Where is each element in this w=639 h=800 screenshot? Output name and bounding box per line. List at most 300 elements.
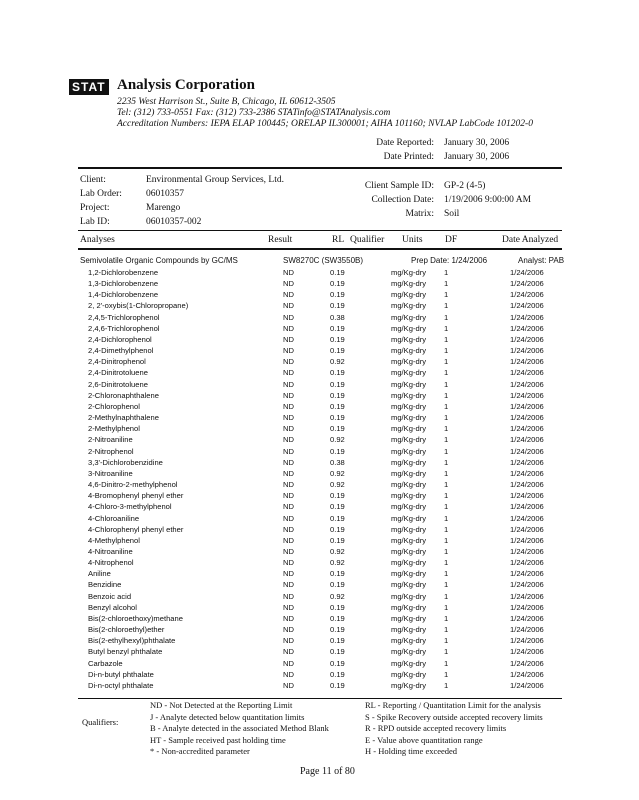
divider: [78, 230, 562, 231]
units: mg/Kg-dry: [391, 290, 427, 300]
qualifier-definition: E - Value above quantitation range: [365, 734, 483, 745]
units: mg/Kg-dry: [391, 457, 427, 467]
dilution-factor: 1: [444, 658, 449, 668]
col-df: DF: [445, 235, 458, 245]
units: mg/Kg-dry: [391, 468, 427, 478]
result: ND: [283, 390, 294, 400]
reporting-limit: 0.19: [330, 279, 345, 289]
divider: [78, 167, 562, 169]
result: ND: [283, 323, 294, 333]
reporting-limit: 0.19: [330, 524, 345, 534]
units: mg/Kg-dry: [391, 268, 427, 277]
units: mg/Kg-dry: [391, 547, 427, 556]
units: mg/Kg-dry: [391, 558, 427, 568]
reporting-limit: 0.19: [330, 334, 345, 344]
result: ND: [283, 569, 294, 579]
dilution-factor: 1: [444, 301, 449, 311]
analyte: 1,2-Dichlorobenzene: [88, 268, 159, 277]
result: ND: [283, 268, 294, 277]
date-analyzed: 1/24/2006: [510, 357, 544, 367]
result: ND: [283, 591, 294, 601]
col-qualifier: Qualifier: [350, 235, 385, 245]
dilution-factor: 1: [444, 468, 449, 478]
sample-id-value: GP-2 (4-5): [444, 181, 486, 191]
units: mg/Kg-dry: [391, 680, 427, 690]
reporting-limit: 0.19: [330, 413, 345, 423]
result: ND: [283, 524, 294, 534]
date-analyzed: 1/24/2006: [510, 658, 544, 668]
table-row: [0, 402, 639, 413]
analyte: Benzoic acid: [88, 591, 132, 601]
analyte: 3,3'-Dichlorobenzidine: [88, 457, 163, 467]
units: mg/Kg-dry: [391, 524, 427, 534]
section-analyst: Analyst: PAB: [518, 256, 565, 265]
units: mg/Kg-dry: [391, 569, 427, 579]
result: ND: [283, 658, 294, 668]
col-date-analyzed: Date Analyzed: [502, 235, 559, 245]
table-row: [0, 368, 639, 379]
date-analyzed: 1/24/2006: [510, 379, 544, 389]
analyte: 1,4-Dichlorobenzene: [88, 290, 159, 300]
table-row: [0, 603, 639, 614]
reporting-limit: 0.19: [330, 390, 345, 400]
dilution-factor: 1: [444, 513, 449, 523]
qualifiers-label: Qualifiers:: [82, 717, 119, 727]
dilution-factor: 1: [444, 480, 449, 490]
section-prep-date: Prep Date: 1/24/2006: [411, 256, 488, 265]
date-analyzed: 1/24/2006: [510, 625, 544, 635]
company-name: Analysis Corporation: [117, 77, 255, 93]
table-row: [0, 681, 639, 692]
table-row: [0, 514, 639, 525]
dilution-factor: 1: [444, 334, 449, 344]
result: ND: [283, 625, 294, 635]
table-row: [0, 301, 639, 312]
date-analyzed: 1/24/2006: [510, 424, 544, 434]
dilution-factor: 1: [444, 613, 449, 623]
units: mg/Kg-dry: [391, 613, 427, 623]
analyte: 2,4-Dinitrophenol: [88, 357, 146, 367]
date-analyzed: 1/24/2006: [510, 290, 544, 300]
reporting-limit: 0.19: [330, 636, 345, 646]
reporting-limit: 0.19: [330, 647, 345, 657]
units: mg/Kg-dry: [391, 636, 427, 646]
result: ND: [283, 346, 294, 356]
reporting-limit: 0.92: [330, 558, 345, 568]
divider: [78, 248, 562, 250]
table-row: [0, 279, 639, 290]
result: ND: [283, 457, 294, 467]
analyte: 2-Nitrophenol: [88, 446, 134, 456]
reporting-limit: 0.19: [330, 658, 345, 668]
date-printed-label: Date Printed:: [383, 152, 434, 162]
date-analyzed: 1/24/2006: [510, 558, 544, 568]
table-row: [0, 290, 639, 301]
result: ND: [283, 580, 294, 590]
dilution-factor: 1: [444, 268, 449, 277]
reporting-limit: 0.38: [330, 312, 345, 322]
table-row: [0, 391, 639, 402]
analyte: 2-Methylnaphthalene: [88, 413, 159, 423]
units: mg/Kg-dry: [391, 301, 427, 311]
page-number: Page 11 of 80: [300, 766, 355, 777]
analyte: Di-n-butyl phthalate: [88, 669, 154, 679]
table-row: [0, 335, 639, 346]
result: ND: [283, 535, 294, 545]
qualifier-definition: HT - Sample received past holding time: [150, 734, 286, 745]
dilution-factor: 1: [444, 357, 449, 367]
lab-order-label: Lab Order:: [80, 189, 122, 199]
dilution-factor: 1: [444, 591, 449, 601]
dilution-factor: 1: [444, 323, 449, 333]
reporting-limit: 0.19: [330, 379, 345, 389]
matrix-label: Matrix:: [405, 209, 434, 219]
analyte: 2-Methylphenol: [88, 424, 140, 434]
dilution-factor: 1: [444, 491, 449, 501]
col-rl: RL: [332, 235, 345, 245]
reporting-limit: 0.92: [330, 435, 345, 445]
dilution-factor: 1: [444, 524, 449, 534]
date-analyzed: 1/24/2006: [510, 491, 544, 501]
units: mg/Kg-dry: [391, 658, 427, 668]
analyte: Aniline: [88, 569, 111, 579]
company-contact: Tel: (312) 733-0551 Fax: (312) 733-2386 STATinfo@STATAnalysis.com: [117, 108, 391, 118]
date-reported: January 30, 2006: [444, 138, 510, 148]
client-value: Environmental Group Services, Ltd.: [146, 175, 284, 185]
dilution-factor: 1: [444, 457, 449, 467]
units: mg/Kg-dry: [391, 480, 427, 490]
units: mg/Kg-dry: [391, 368, 427, 378]
qualifier-definition: ND - Not Detected at the Reporting Limit: [150, 700, 293, 710]
result: ND: [283, 301, 294, 311]
result: ND: [283, 435, 294, 445]
client-label: Client:: [80, 175, 106, 185]
reporting-limit: 0.19: [330, 491, 345, 501]
date-analyzed: 1/24/2006: [510, 368, 544, 378]
date-analyzed: 1/24/2006: [510, 346, 544, 356]
analyte: 4-Bromophenyl phenyl ether: [88, 491, 184, 501]
table-row: [0, 647, 639, 658]
section-title: Semivolatile Organic Compounds by GC/MS: [80, 256, 238, 265]
dilution-factor: 1: [444, 680, 449, 690]
table-row: [0, 435, 639, 446]
result: ND: [283, 502, 294, 512]
date-printed: January 30, 2006: [444, 152, 510, 162]
reporting-limit: 0.19: [330, 290, 345, 300]
dilution-factor: 1: [444, 346, 449, 356]
table-row: [0, 625, 639, 636]
units: mg/Kg-dry: [391, 602, 427, 612]
table-row: [0, 469, 639, 480]
units: mg/Kg-dry: [391, 413, 427, 423]
table-row: [0, 491, 639, 502]
analyte: Carbazole: [88, 658, 123, 668]
result: ND: [283, 547, 294, 556]
dilution-factor: 1: [444, 368, 449, 378]
units: mg/Kg-dry: [391, 502, 427, 512]
date-analyzed: 1/24/2006: [510, 401, 544, 411]
result: ND: [283, 279, 294, 289]
dilution-factor: 1: [444, 547, 449, 556]
date-analyzed: 1/24/2006: [510, 524, 544, 534]
dilution-factor: 1: [444, 580, 449, 590]
analyte: Bis(2-chloroethoxy)methane: [88, 613, 183, 623]
qualifier-definition: J - Analyte detected below quantitation limits: [150, 711, 305, 722]
date-analyzed: 1/24/2006: [510, 435, 544, 445]
qualifier-definition: * - Non-accredited parameter: [150, 746, 250, 756]
table-row: [0, 424, 639, 435]
analyte: Di-n-octyl phthalate: [88, 680, 154, 690]
units: mg/Kg-dry: [391, 669, 427, 679]
result: ND: [283, 468, 294, 478]
dilution-factor: 1: [444, 558, 449, 568]
date-analyzed: 1/24/2006: [510, 334, 544, 344]
dilution-factor: 1: [444, 535, 449, 545]
date-analyzed: 1/24/2006: [510, 480, 544, 490]
analyte: Benzyl alcohol: [88, 602, 137, 612]
table-row: [0, 413, 639, 424]
reporting-limit: 0.38: [330, 457, 345, 467]
units: mg/Kg-dry: [391, 379, 427, 389]
result: ND: [283, 334, 294, 344]
col-analyses: Analyses: [80, 235, 115, 245]
units: mg/Kg-dry: [391, 312, 427, 322]
date-analyzed: 1/24/2006: [510, 279, 544, 289]
date-analyzed: 1/24/2006: [510, 457, 544, 467]
qualifier-definition: H - Holding time exceeded: [365, 746, 458, 756]
dilution-factor: 1: [444, 602, 449, 612]
result: ND: [283, 357, 294, 367]
reporting-limit: 0.92: [330, 468, 345, 478]
analyte: 2-Nitroaniline: [88, 435, 133, 445]
units: mg/Kg-dry: [391, 424, 427, 434]
units: mg/Kg-dry: [391, 279, 427, 289]
table-row: [0, 380, 639, 391]
analyte: 4-Chloro-3-methylphenol: [88, 502, 172, 512]
reporting-limit: 0.19: [330, 346, 345, 356]
reporting-limit: 0.92: [330, 357, 345, 367]
dilution-factor: 1: [444, 569, 449, 579]
analyte: 4-Methylphenol: [88, 535, 140, 545]
analyte: 4-Chlorophenyl phenyl ether: [88, 524, 184, 534]
units: mg/Kg-dry: [391, 535, 427, 545]
result: ND: [283, 636, 294, 646]
units: mg/Kg-dry: [391, 401, 427, 411]
table-row: [0, 636, 639, 647]
units: mg/Kg-dry: [391, 446, 427, 456]
table-row: [0, 614, 639, 625]
analyte: Benzidine: [88, 580, 122, 590]
result: ND: [283, 558, 294, 568]
dilution-factor: 1: [444, 502, 449, 512]
result: ND: [283, 669, 294, 679]
col-result: Result: [268, 235, 293, 245]
dilution-factor: 1: [444, 647, 449, 657]
analyte: 2,6-Dinitrotoluene: [88, 379, 148, 389]
table-row: [0, 525, 639, 536]
units: mg/Kg-dry: [391, 580, 427, 590]
analyte: 2,4,5-Trichlorophenol: [88, 312, 160, 322]
units: mg/Kg-dry: [391, 625, 427, 635]
qualifier-definition: R - RPD outside accepted recovery limits: [365, 723, 507, 733]
reporting-limit: 0.19: [330, 268, 345, 277]
table-row: [0, 346, 639, 357]
result: ND: [283, 379, 294, 389]
dilution-factor: 1: [444, 379, 449, 389]
date-analyzed: 1/24/2006: [510, 636, 544, 646]
qualifier-definition: RL - Reporting / Quantitation Limit for the analysis: [365, 700, 541, 710]
date-analyzed: 1/24/2006: [510, 268, 544, 277]
table-row: [0, 447, 639, 458]
result: ND: [283, 513, 294, 523]
reporting-limit: 0.19: [330, 424, 345, 434]
table-row: [0, 536, 639, 547]
lab-order-value: 06010357: [146, 189, 184, 199]
reporting-limit: 0.19: [330, 569, 345, 579]
divider: [78, 698, 562, 699]
dilution-factor: 1: [444, 625, 449, 635]
dilution-factor: 1: [444, 312, 449, 322]
date-analyzed: 1/24/2006: [510, 569, 544, 579]
date-analyzed: 1/24/2006: [510, 580, 544, 590]
dilution-factor: 1: [444, 279, 449, 289]
result: ND: [283, 424, 294, 434]
date-analyzed: 1/24/2006: [510, 591, 544, 601]
analyte: 2,4-Dimethylphenol: [88, 346, 154, 356]
dilution-factor: 1: [444, 290, 449, 300]
reporting-limit: 0.92: [330, 547, 345, 556]
table-row: [0, 592, 639, 603]
dilution-factor: 1: [444, 413, 449, 423]
date-analyzed: 1/24/2006: [510, 390, 544, 400]
dilution-factor: 1: [444, 446, 449, 456]
date-analyzed: 1/24/2006: [510, 446, 544, 456]
table-row: [0, 547, 639, 558]
reporting-limit: 0.19: [330, 602, 345, 612]
units: mg/Kg-dry: [391, 513, 427, 523]
reporting-limit: 0.19: [330, 301, 345, 311]
date-analyzed: 1/24/2006: [510, 502, 544, 512]
reporting-limit: 0.19: [330, 446, 345, 456]
analyte: 2,4-Dichlorophenol: [88, 334, 152, 344]
table-row: [0, 670, 639, 681]
units: mg/Kg-dry: [391, 334, 427, 344]
table-row: [0, 569, 639, 580]
analyte: 3-Nitroaniline: [88, 468, 133, 478]
table-row: [0, 324, 639, 335]
date-analyzed: 1/24/2006: [510, 547, 544, 556]
analyte: 2,4-Dinitrotoluene: [88, 368, 148, 378]
table-row: [0, 558, 639, 569]
matrix-value: Soil: [444, 209, 460, 219]
analyte: 2-Chlorophenol: [88, 401, 140, 411]
table-row: [0, 659, 639, 670]
analyte: 2-Chloronaphthalene: [88, 390, 159, 400]
result: ND: [283, 368, 294, 378]
lab-id-label: Lab ID:: [80, 217, 110, 227]
date-analyzed: 1/24/2006: [510, 468, 544, 478]
analyte: Bis(2-chloroethyl)ether: [88, 625, 165, 635]
reporting-limit: 0.19: [330, 513, 345, 523]
analyte: 4,6-Dinitro-2-methylphenol: [88, 480, 178, 490]
col-units: Units: [402, 235, 423, 245]
date-analyzed: 1/24/2006: [510, 602, 544, 612]
result: ND: [283, 613, 294, 623]
collection-date-value: 1/19/2006 9:00:00 AM: [444, 195, 532, 205]
dilution-factor: 1: [444, 636, 449, 646]
result: ND: [283, 491, 294, 501]
analyte: 2, 2'-oxybis(1-Chloropropane): [88, 301, 189, 311]
units: mg/Kg-dry: [391, 591, 427, 601]
result: ND: [283, 290, 294, 300]
date-analyzed: 1/24/2006: [510, 535, 544, 545]
lab-id-value: 06010357-002: [146, 217, 202, 227]
reporting-limit: 0.19: [330, 580, 345, 590]
units: mg/Kg-dry: [391, 435, 427, 445]
analyte: Butyl benzyl phthalate: [88, 647, 163, 657]
dilution-factor: 1: [444, 401, 449, 411]
date-analyzed: 1/24/2006: [510, 680, 544, 690]
units: mg/Kg-dry: [391, 346, 427, 356]
table-row: [0, 502, 639, 513]
accreditation: Accreditation Numbers: IEPA ELAP 100445; ORELAP IL300001; AIHA 101160; NVLAP LabCode 101202-0: [117, 119, 533, 129]
date-reported-label: Date Reported:: [376, 138, 434, 148]
reporting-limit: 0.92: [330, 480, 345, 490]
units: mg/Kg-dry: [391, 357, 427, 367]
result: ND: [283, 602, 294, 612]
project-label: Project:: [80, 203, 110, 213]
result: ND: [283, 480, 294, 490]
date-analyzed: 1/24/2006: [510, 513, 544, 523]
reporting-limit: 0.19: [330, 669, 345, 679]
reporting-limit: 0.19: [330, 625, 345, 635]
result: ND: [283, 312, 294, 322]
reporting-limit: 0.92: [330, 591, 345, 601]
result: ND: [283, 647, 294, 657]
date-analyzed: 1/24/2006: [510, 301, 544, 311]
reporting-limit: 0.19: [330, 401, 345, 411]
table-row: [0, 480, 639, 491]
date-analyzed: 1/24/2006: [510, 613, 544, 623]
table-row: [0, 268, 639, 279]
reporting-limit: 0.19: [330, 613, 345, 623]
units: mg/Kg-dry: [391, 491, 427, 501]
date-analyzed: 1/24/2006: [510, 323, 544, 333]
company-logo: STAT: [69, 79, 109, 95]
qualifier-definition: B - Analyte detected in the associated Method Blank: [150, 723, 329, 733]
analyte: 4-Chloroaniline: [88, 513, 140, 523]
analyte: 4-Nitrophenol: [88, 558, 134, 568]
date-analyzed: 1/24/2006: [510, 647, 544, 657]
units: mg/Kg-dry: [391, 323, 427, 333]
analyte: Bis(2-ethylhexyl)phthalate: [88, 636, 176, 646]
reporting-limit: 0.19: [330, 535, 345, 545]
units: mg/Kg-dry: [391, 647, 427, 657]
analyte: 1,3-Dichlorobenzene: [88, 279, 159, 289]
sample-id-label: Client Sample ID:: [364, 181, 434, 191]
qualifier-definition: S - Spike Recovery outside accepted recovery limits: [365, 711, 543, 722]
result: ND: [283, 401, 294, 411]
analyte: 2,4,6-Trichlorophenol: [88, 323, 160, 333]
date-analyzed: 1/24/2006: [510, 669, 544, 679]
table-row: [0, 580, 639, 591]
units: mg/Kg-dry: [391, 390, 427, 400]
project-value: Marengo: [146, 203, 181, 213]
result: ND: [283, 680, 294, 690]
table-row: [0, 458, 639, 469]
table-row: [0, 357, 639, 368]
company-address: 2235 West Harrison St., Suite B, Chicago, IL 60612-3505: [117, 97, 336, 107]
